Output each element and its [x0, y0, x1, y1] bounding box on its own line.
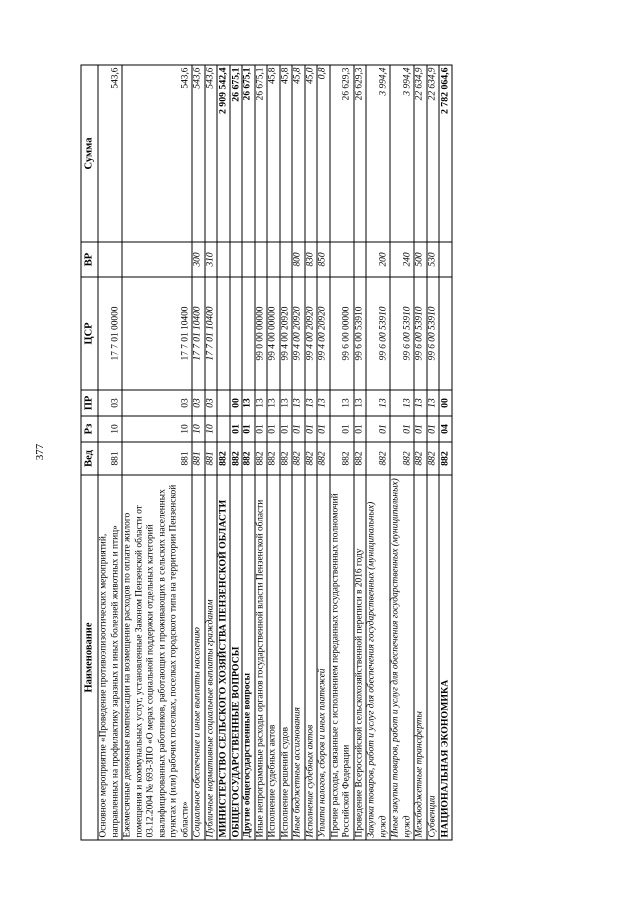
cell-name: Исполнение решений судов	[279, 475, 292, 840]
cell-vr	[98, 242, 122, 277]
cell-name: Закупка товаров, работ и услуг для обеспечения государственных (муниципальных) нужд	[366, 475, 390, 840]
table-row	[122, 65, 192, 840]
cell-name: НАЦИОНАЛЬНАЯ ЭКОНОМИКА	[439, 475, 452, 840]
cell-vr	[353, 242, 366, 277]
cell-rz: 01	[390, 416, 414, 442]
table-row	[317, 65, 330, 840]
cell-csr: 99 6 00 53910	[426, 277, 439, 390]
cell-rz: 01	[304, 416, 317, 442]
cell-vr	[242, 242, 255, 277]
cell-sum: 0,8	[317, 65, 330, 242]
cell-ved: 881	[204, 442, 217, 475]
cell-ved: 882	[366, 442, 390, 475]
table-row	[229, 65, 242, 840]
cell-sum: 26 675,1	[242, 65, 255, 242]
cell-vr: 200	[366, 242, 390, 277]
table-row	[426, 65, 439, 840]
cell-rz: 01	[292, 416, 305, 442]
table-row	[366, 65, 390, 840]
header-rz: Рз	[81, 416, 98, 442]
cell-pr: 03	[98, 390, 122, 416]
table-body	[98, 65, 452, 840]
cell-csr: 99 0 00 00000	[254, 277, 267, 390]
cell-ved: 882	[254, 442, 267, 475]
cell-rz: 10	[98, 416, 122, 442]
cell-rz: 04	[439, 416, 452, 442]
cell-rz: 01	[329, 416, 353, 442]
cell-rz: 01	[353, 416, 366, 442]
cell-sum: 26 629,3	[329, 65, 353, 242]
cell-vr: 850	[317, 242, 330, 277]
table-row	[254, 65, 267, 840]
cell-csr: 99 6 00 00000	[329, 277, 353, 390]
cell-name: Публичные нормативные социальные выплаты гражданам	[204, 475, 217, 840]
cell-ved: 882	[292, 442, 305, 475]
cell-name: ОБЩЕГОСУДАРСТВЕННЫЕ ВОПРОСЫ	[229, 475, 242, 840]
cell-csr: 99 4 00 00000	[267, 277, 280, 390]
cell-csr: 99 4 00 20920	[292, 277, 305, 390]
cell-ved: 882	[390, 442, 414, 475]
cell-vr	[122, 242, 192, 277]
cell-name: Проведение Всероссийской сельскохозяйственной переписи в 2016 году	[353, 475, 366, 840]
cell-vr: 300	[192, 242, 205, 277]
cell-name: Ежемесячные денежные компенсации на возмещение расходов по оплате жилого помещения и коммунальных услуг, установленные Законом Пензенской области от 03.12.2004 № 693-ЗПО «О мерах социальной поддержки отдельных категорий квалифицированных работников, работающих и проживающих в сельских населенных пунктах и (или) рабочих поселках, поселках городского типа на территории Пензенской области»	[122, 475, 192, 840]
cell-csr: 99 6 00 53910	[390, 277, 414, 390]
header-pr: ПР	[81, 390, 98, 416]
cell-sum: 22 634,9	[414, 65, 427, 242]
cell-pr: 03	[122, 390, 192, 416]
cell-pr: 03	[192, 390, 205, 416]
cell-sum: 45,8	[267, 65, 280, 242]
table-row	[390, 65, 414, 840]
table-row	[98, 65, 122, 840]
cell-ved: 882	[217, 442, 230, 475]
cell-rz: 01	[414, 416, 427, 442]
cell-name: Исполнение судебных актов	[267, 475, 280, 840]
cell-vr	[267, 242, 280, 277]
cell-ved: 882	[229, 442, 242, 475]
cell-pr: 13	[317, 390, 330, 416]
cell-pr: 13	[254, 390, 267, 416]
cell-pr	[217, 390, 230, 416]
cell-ved: 882	[279, 442, 292, 475]
cell-vr: 240	[390, 242, 414, 277]
cell-pr: 13	[353, 390, 366, 416]
cell-sum: 26 629,3	[353, 65, 366, 242]
cell-sum: 543,6	[98, 65, 122, 242]
table-header-row	[81, 65, 98, 840]
cell-ved: 882	[242, 442, 255, 475]
cell-ved: 881	[192, 442, 205, 475]
cell-sum: 543,6	[192, 65, 205, 242]
table-row	[267, 65, 280, 840]
cell-csr: 99 4 00 20920	[304, 277, 317, 390]
cell-pr: 13	[292, 390, 305, 416]
cell-name: Уплата налогов, сборов и иных платежей	[317, 475, 330, 840]
cell-rz: 10	[204, 416, 217, 442]
cell-ved: 882	[304, 442, 317, 475]
cell-name: Основное мероприятие «Проведение противоэпизоотических мероприятий, направленных на профилактику заразных и иных болезней животных и птиц»	[98, 475, 122, 840]
cell-csr	[229, 277, 242, 390]
cell-sum: 2 909 542,4	[217, 65, 230, 242]
cell-ved: 882	[353, 442, 366, 475]
cell-vr: 800	[292, 242, 305, 277]
cell-name: Другие общегосударственные вопросы	[242, 475, 255, 840]
table-row	[329, 65, 353, 840]
cell-rz: 01	[279, 416, 292, 442]
cell-csr: 17 7 01 10400	[192, 277, 205, 390]
cell-rz: 01	[242, 416, 255, 442]
cell-pr: 13	[414, 390, 427, 416]
table-row	[414, 65, 427, 840]
cell-pr: 13	[390, 390, 414, 416]
table-row	[204, 65, 217, 840]
cell-name: Иные непрограммные расходы органов государственной власти Пензенской области	[254, 475, 267, 840]
cell-vr: 830	[304, 242, 317, 277]
cell-pr: 13	[366, 390, 390, 416]
cell-ved: 881	[122, 442, 192, 475]
table-row	[353, 65, 366, 840]
cell-ved: 882	[329, 442, 353, 475]
cell-sum: 45,8	[279, 65, 292, 242]
cell-sum: 2 782 064,6	[439, 65, 452, 242]
cell-pr: 00	[229, 390, 242, 416]
cell-csr: 99 6 00 53910	[414, 277, 427, 390]
cell-rz: 01	[366, 416, 390, 442]
cell-vr: 530	[426, 242, 439, 277]
cell-name: Исполнение судебных актов	[304, 475, 317, 840]
cell-ved: 881	[98, 442, 122, 475]
cell-sum: 26 675,1	[229, 65, 242, 242]
cell-vr	[279, 242, 292, 277]
cell-rz: 01	[254, 416, 267, 442]
cell-vr	[217, 242, 230, 277]
cell-name: Социальное обеспечение и иные выплаты населению	[192, 475, 205, 840]
cell-csr	[217, 277, 230, 390]
cell-name: Межбюджетные трансферты	[414, 475, 427, 840]
cell-ved: 882	[426, 442, 439, 475]
cell-vr	[329, 242, 353, 277]
cell-name: МИНИСТЕРСТВО СЕЛЬСКОГО ХОЗЯЙСТВА ПЕНЗЕНСКОЙ ОБЛАСТИ	[217, 475, 230, 840]
cell-vr: 500	[414, 242, 427, 277]
header-sum: Сумма	[81, 65, 98, 242]
cell-pr: 13	[242, 390, 255, 416]
cell-rz: 01	[229, 416, 242, 442]
cell-sum: 45,0	[304, 65, 317, 242]
cell-pr: 00	[439, 390, 452, 416]
cell-sum: 3 994,4	[390, 65, 414, 242]
page-number: 377	[34, 443, 46, 461]
cell-rz: 10	[122, 416, 192, 442]
cell-csr: 99 6 00 53910	[353, 277, 366, 390]
table-row	[217, 65, 230, 840]
cell-csr: 99 4 00 20920	[317, 277, 330, 390]
table-row	[304, 65, 317, 840]
cell-csr: 17 7 01 10400	[204, 277, 217, 390]
table-row	[292, 65, 305, 840]
cell-pr: 13	[267, 390, 280, 416]
budget-table-container	[80, 65, 570, 840]
cell-vr: 310	[204, 242, 217, 277]
cell-ved: 882	[317, 442, 330, 475]
cell-sum: 45,8	[292, 65, 305, 242]
cell-vr	[229, 242, 242, 277]
cell-rz: 01	[317, 416, 330, 442]
cell-sum: 22 634,9	[426, 65, 439, 242]
cell-csr	[439, 277, 452, 390]
cell-name: Иные бюджетные ассигнования	[292, 475, 305, 840]
cell-name: Субвенции	[426, 475, 439, 840]
cell-csr: 99 4 00 20920	[279, 277, 292, 390]
cell-name: Иные закупки товаров, работ и услуг для обеспечения государственных (муниципальных) нужд	[390, 475, 414, 840]
cell-vr	[254, 242, 267, 277]
cell-ved: 882	[439, 442, 452, 475]
header-vr: ВР	[81, 242, 98, 277]
table-row	[242, 65, 255, 840]
cell-sum: 3 994,4	[366, 65, 390, 242]
cell-csr	[242, 277, 255, 390]
table-row	[192, 65, 205, 840]
cell-csr: 17 7 01 10400	[122, 277, 192, 390]
cell-rz: 01	[426, 416, 439, 442]
cell-csr: 17 7 01 00000	[98, 277, 122, 390]
cell-name: Прочие расходы, связанные с исполнением переданных государственных полномочий Российской Федерации	[329, 475, 353, 840]
cell-pr: 13	[426, 390, 439, 416]
cell-sum: 26 675,1	[254, 65, 267, 242]
cell-pr: 13	[279, 390, 292, 416]
cell-sum: 543,6	[122, 65, 192, 242]
cell-vr	[439, 242, 452, 277]
cell-pr: 03	[204, 390, 217, 416]
cell-rz	[217, 416, 230, 442]
cell-ved: 882	[414, 442, 427, 475]
cell-pr: 13	[304, 390, 317, 416]
table-row	[279, 65, 292, 840]
header-ved: Вед	[81, 442, 98, 475]
budget-table	[80, 64, 452, 840]
cell-ved: 882	[267, 442, 280, 475]
cell-pr: 13	[329, 390, 353, 416]
table-row	[439, 65, 452, 840]
cell-csr: 99 6 00 53910	[366, 277, 390, 390]
cell-sum: 543,6	[204, 65, 217, 242]
cell-rz: 10	[192, 416, 205, 442]
cell-rz: 01	[267, 416, 280, 442]
header-name: Наименование	[81, 475, 98, 840]
header-csr: ЦСР	[81, 277, 98, 390]
